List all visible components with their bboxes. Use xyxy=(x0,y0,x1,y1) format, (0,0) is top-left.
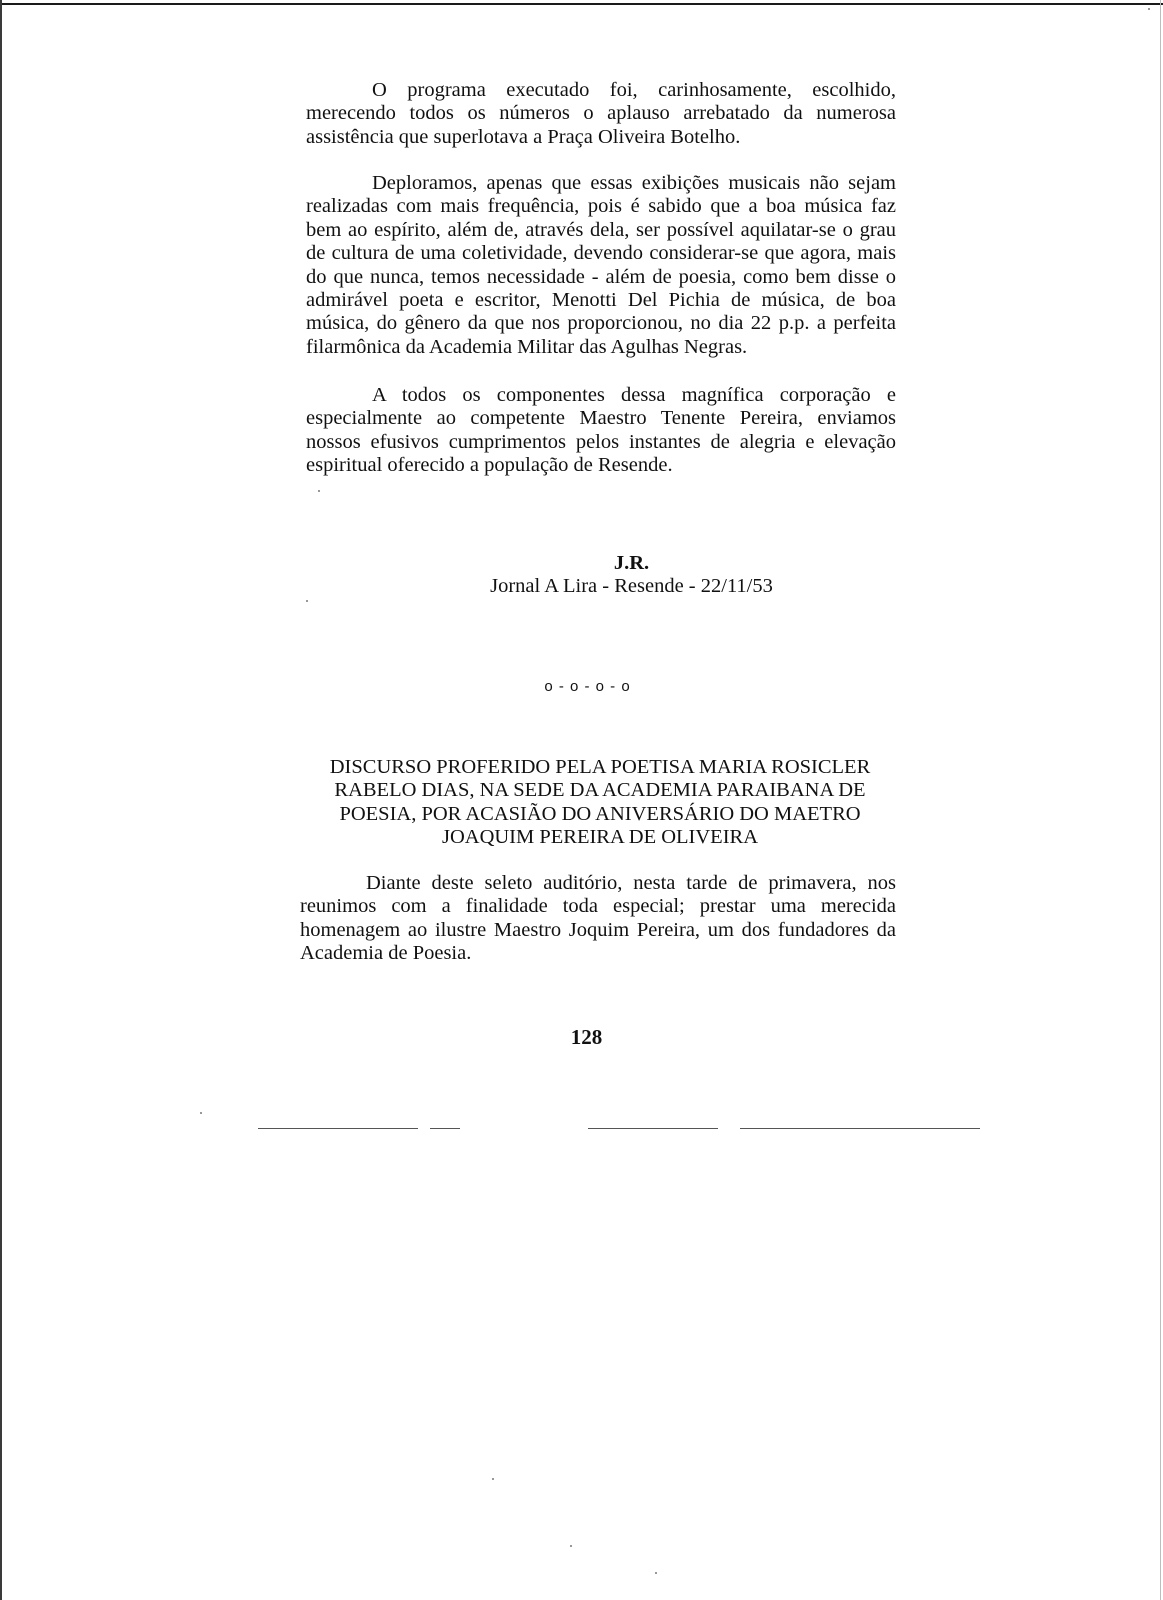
article-paragraph-2 xyxy=(306,172,896,359)
page-number: 128 xyxy=(570,1025,603,1049)
speech-heading-line-4: JOAQUIM PEREIRA DE OLIVEIRA xyxy=(441,826,759,849)
speech-heading-line-3: POESIA, POR ACASIÃO DO ANIVERSÁRIO DO MAETRO xyxy=(339,802,861,825)
article-paragraph-3-text: A todos os componentes dessa magnífica corporação e especialmente ao competente Maestro Tenente Pereira, enviamos nossos efusivos cumprimentos pelos instantes de alegria e elevação espiritual oferecido a população de Resende. xyxy=(306,384,896,477)
scan-speck xyxy=(318,490,320,492)
footer-scan-line-3 xyxy=(588,1128,718,1129)
speech-heading-line-1: DISCURSO PROFERIDO PELA POETISA MARIA ROSICLER xyxy=(329,756,871,778)
speech-heading xyxy=(300,756,900,850)
scan-speck xyxy=(492,1478,494,1480)
author-initials: J.R. xyxy=(613,552,650,574)
scan-top-border xyxy=(0,3,1163,5)
scan-right-border xyxy=(1160,0,1161,1600)
speech-heading-line-2: RABELO DIAS, NA SEDE DA ACADEMIA PARAIBANA DE xyxy=(334,779,866,802)
scan-speck xyxy=(1148,8,1150,10)
scan-speck xyxy=(200,1112,202,1114)
speech-paragraph-1 xyxy=(300,872,896,966)
footer-scan-line-2 xyxy=(430,1128,460,1129)
section-separator: o - o - o - o xyxy=(544,678,631,695)
source-citation: Jornal A Lira - Resende - 22/11/53 xyxy=(490,575,773,598)
article-paragraph-2-text: Deploramos, apenas que essas exibições musicais não sejam realizadas com mais frequência, pois é sabido que a boa música faz bem ao espírito, além de, através dela, ser possível aquilatar-se o grau de cultura de uma coletividade, devendo considerar-se que agora, mais do que nunca, temos necessidade - além de poesia, como bem disse o admirável poeta e escritor, Menotti Del Pichia de música, de boa música, do gênero da que nos proporcionou, no dia 22 p.p. a perfeita filarmônica da Academia Militar das Agulhas Negras. xyxy=(306,172,896,358)
speech-paragraph-1-text: Diante deste seleto auditório, nesta tarde de primavera, nos reunimos com a finalidade toda especial; prestar uma merecida homenagem ao ilustre Maestro Joquim Pereira, um dos fundadores da Academia de Poesia. xyxy=(300,872,896,965)
scan-speck xyxy=(570,1545,572,1547)
scan-speck xyxy=(655,1572,657,1574)
article-paragraph-3 xyxy=(306,384,896,478)
scan-left-border xyxy=(0,0,2,1600)
article-signature xyxy=(490,552,773,599)
article-paragraph-1-text: O programa executado foi, carinhosamente, escolhido, merecendo todos os números o aplauso arrebatado da numerosa assistência que superlotava a Praça Oliveira Botelho. xyxy=(306,79,896,148)
article-paragraph-1 xyxy=(306,79,896,149)
footer-scan-line-1 xyxy=(258,1128,418,1129)
scan-speck xyxy=(306,600,308,602)
footer-scan-line-4 xyxy=(740,1128,980,1129)
